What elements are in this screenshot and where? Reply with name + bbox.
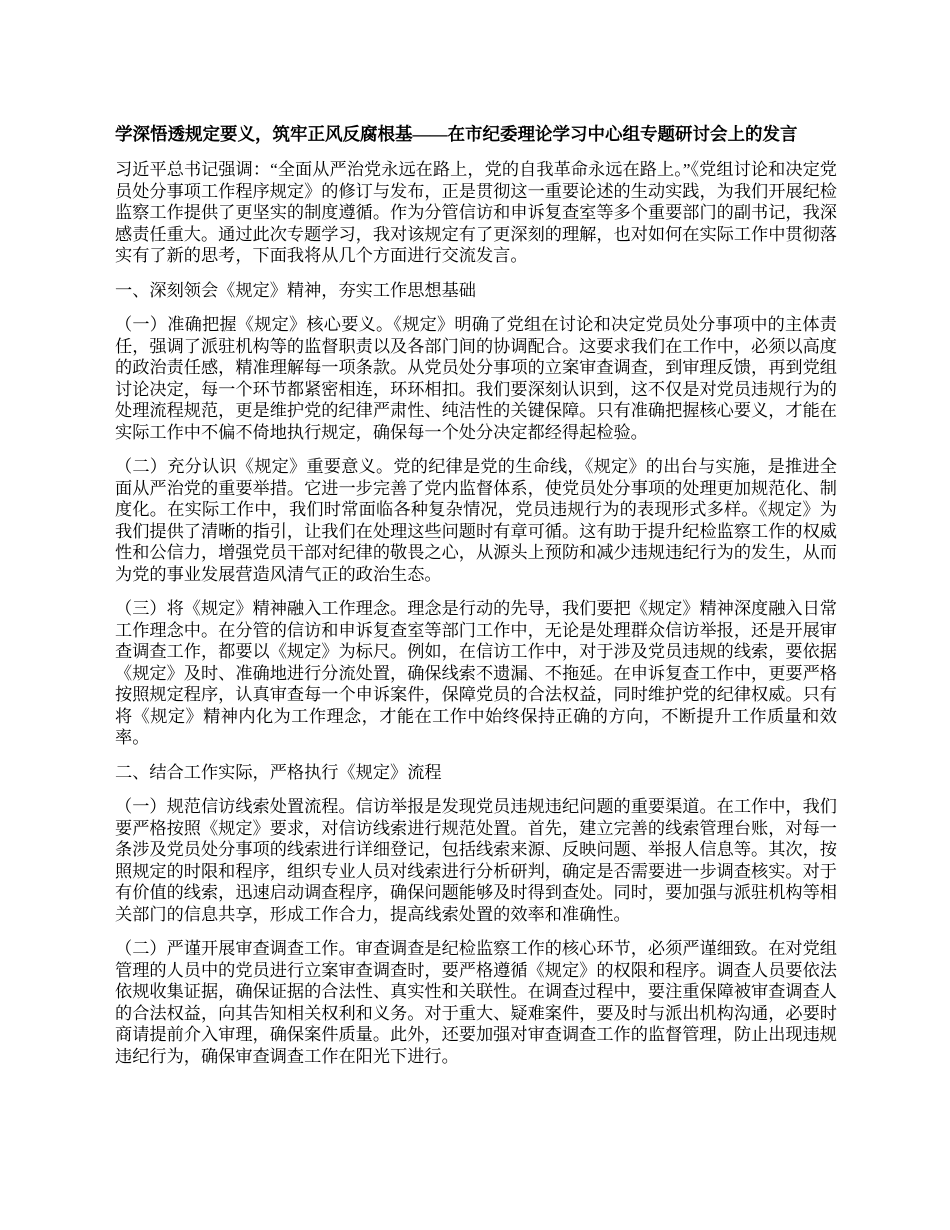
paragraph: 习近平总书记强调：“全面从严治党永远在路上，党的自我革命永远在路上。”《党组讨论和决定党员处分事项工作程序规定》的修订与发布，正是贯彻这一重要论述的生动实践，为我们开展纪检监察工作提供了更坚实的制度遵循。作为分管信访和申诉复查室等多个重要部门的副书记，我深感责任重大。通过此次专题学习，我对该规定有了更深刻的理解，也对如何在实际工作中贯彻落实有了新的思考，下面我将从几个方面进行交流发言。 bbox=[115, 160, 837, 265]
paragraph: （二）严谨开展审查调查工作。审查调查是纪检监察工作的核心环节，必须严谨细致。在对党组管理的人员中的党员进行立案审查调查时，要严格遵循《规定》的权限和程序。调查人员要依法依规收集证据，确保证据的合法性、真实性和关联性。在调查过程中，要注重保障被审查调查人的合法权益，向其告知相关权利和义务。对于重大、疑难案件，要及时与派出机构沟通，必要时商请提前介入审理，确保案件质量。此外，还要加强对审查调查工作的监督管理，防止出现违规违纪行为，确保审查调查工作在阳光下进行。 bbox=[115, 939, 837, 1066]
section-heading: 一、深刻领会《规定》精神，夯实工作思想基础 bbox=[115, 280, 476, 300]
paragraph: （三）将《规定》精神融入工作理念。理念是行动的先导，我们要把《规定》精神深度融入日常工作理念中。在分管的信访和申诉复查室等部门工作中，无论是处理群众信访举报，还是开展审查调查工作，都要以《规定》为标尺。例如，在信访工作中，对于涉及党员违规的线索，要依据《规定》及时、准确地进行分流处置，确保线索不遗漏、不拖延。在申诉复查工作中，更要严格按照规定程序，认真审查每一个申诉案件，保障党员的合法权益，同时维护党的纪律权威。只有将《规定》精神内化为工作理念，才能在工作中始终保持正确的方向，不断提升工作质量和效率。 bbox=[115, 599, 837, 747]
document-body bbox=[115, 159, 837, 1067]
paragraph: （一）准确把握《规定》核心要义。《规定》明确了党组在讨论和决定党员处分事项中的主体责任，强调了派驻机构等的监督职责以及各部门间的协调配合。这要求我们在工作中，必须以高度的政治责任感，精准理解每一项条款。从党员处分事项的立案审查调查，到审理反馈，再到党组讨论决定，每一个环节都紧密相连，环环相扣。我们要深刻认识到，这不仅是对党员违规行为的处理流程规范，更是维护党的纪律严肃性、纯洁性的关键保障。只有准确把握核心要义，才能在实际工作中不偏不倚地执行规定，确保每一个处分决定都经得起检验。 bbox=[115, 315, 837, 442]
paragraph: （一）规范信访线索处置流程。信访举报是发现党员违规违纪问题的重要渠道。在工作中，我们要严格按照《规定》要求，对信访线索进行规范处置。首先，建立完善的线索管理台账，对每一条涉及党员处分事项的线索进行详细登记，包括线索来源、反映问题、举报人信息等。其次，按照规定的时限和程序，组织专业人员对线索进行分析研判，确定是否需要进一步调查核实。对于有价值的线索，迅速启动调查程序，确保问题能够及时得到查处。同时，要加强与派驻机构等相关部门的信息共享，形成工作合力，提高线索处置的效率和准确性。 bbox=[115, 797, 837, 924]
section-heading: 二、结合工作实际，严格执行《规定》流程 bbox=[115, 762, 442, 782]
paragraph: （二）充分认识《规定》重要意义。党的纪律是党的生命线，《规定》的出台与实施，是推进全面从严治党的重要举措。它进一步完善了党内监督体系，使党员处分事项的处理更加规范化、制度化。在实际工作中，我们时常面临各种复杂情况，党员违规行为的表现形式多样。《规定》为我们提供了清晰的指引，让我们在处理这些问题时有章可循。这有助于提升纪检监察工作的权威性和公信力，增强党员干部对纪律的敬畏之心，从源头上预防和减少违规违纪行为的发生，从而为党的事业发展营造风清气正的政治生态。 bbox=[115, 457, 837, 584]
document-title: 学深悟透规定要义，筑牢正风反腐根基——在市纪委理论学习中心组专题研讨会上的发言 bbox=[115, 124, 798, 144]
